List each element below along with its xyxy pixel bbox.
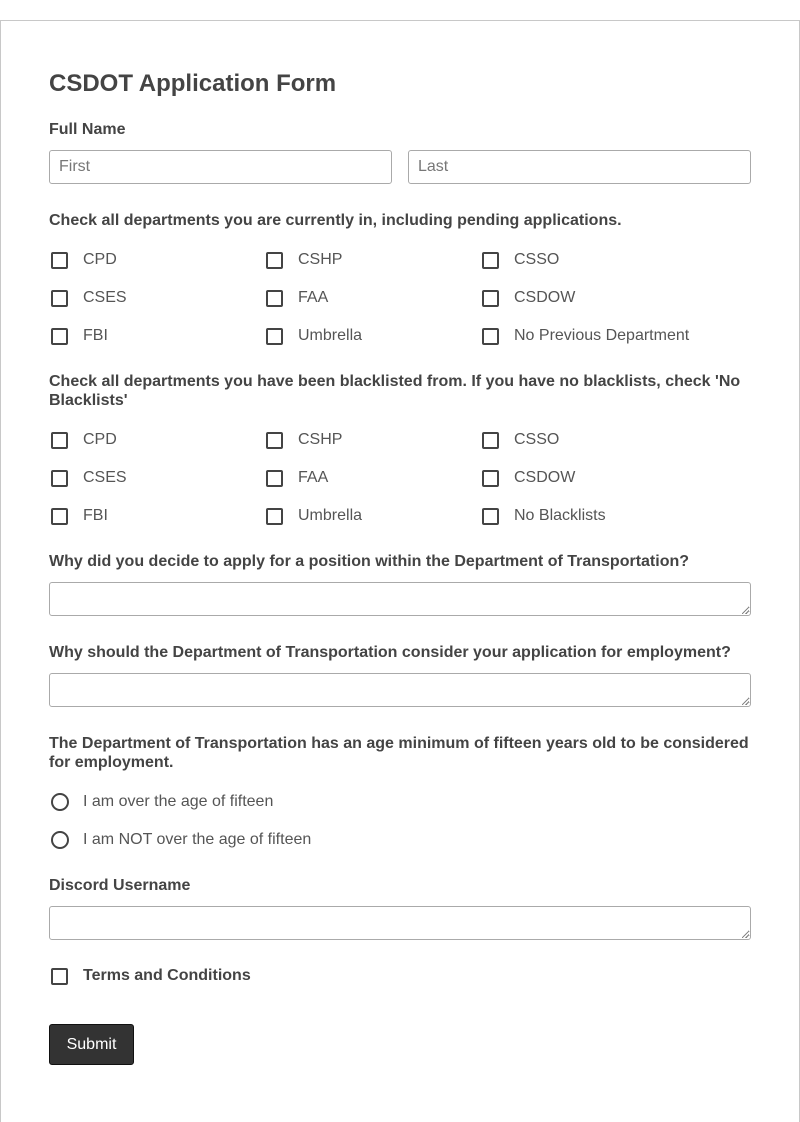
- discord-username-textarea[interactable]: [49, 906, 751, 940]
- checkbox[interactable]: [482, 508, 499, 525]
- checkbox[interactable]: [482, 290, 499, 307]
- checkbox[interactable]: [482, 432, 499, 449]
- option-label: CSSO: [514, 251, 560, 268]
- age-requirement-label: The Department of Transportation has an age minimum of fifteen years old to be considered for employment.: [49, 735, 749, 771]
- blacklist-option-cpd[interactable]: [51, 430, 117, 450]
- current-dept-option-cpd[interactable]: [51, 250, 117, 270]
- blacklist-option-faa[interactable]: [266, 468, 328, 488]
- option-label: No Previous Department: [514, 327, 690, 344]
- age-option-not-over-fifteen[interactable]: [51, 830, 311, 850]
- submit-button[interactable]: Submit: [49, 1024, 134, 1065]
- current-dept-option-csdow[interactable]: [482, 288, 575, 308]
- why-apply-field[interactable]: [49, 582, 751, 616]
- terms-label: Terms and Conditions: [83, 967, 251, 984]
- blacklist-option-cses[interactable]: [51, 468, 127, 488]
- checkbox[interactable]: [51, 290, 68, 307]
- terms-and-conditions-option[interactable]: [51, 966, 251, 986]
- option-label: No Blacklists: [514, 507, 606, 524]
- blacklist-option-csdow[interactable]: [482, 468, 575, 488]
- why-consider-field[interactable]: [49, 673, 751, 707]
- discord-username-field[interactable]: [49, 906, 751, 940]
- checkbox[interactable]: [482, 470, 499, 487]
- form-container: [0, 20, 800, 1122]
- checkbox[interactable]: [51, 328, 68, 345]
- why-consider-textarea[interactable]: [49, 673, 751, 707]
- current-dept-option-faa[interactable]: [266, 288, 328, 308]
- current-dept-option-umbrella[interactable]: [266, 326, 362, 346]
- current-dept-option-cshp[interactable]: [266, 250, 342, 270]
- checkbox[interactable]: [51, 470, 68, 487]
- checkbox[interactable]: [482, 328, 499, 345]
- age-option-over-fifteen[interactable]: [51, 792, 273, 812]
- current-dept-option-none[interactable]: [482, 326, 689, 346]
- checkbox[interactable]: [266, 470, 283, 487]
- resize-handle-icon[interactable]: [742, 931, 749, 938]
- option-label: CSES: [83, 289, 127, 306]
- checkbox[interactable]: [51, 508, 68, 525]
- option-label: CSES: [83, 469, 127, 486]
- checkbox[interactable]: [266, 508, 283, 525]
- checkbox[interactable]: [266, 432, 283, 449]
- option-label: CSHP: [298, 251, 343, 268]
- checkbox[interactable]: [51, 432, 68, 449]
- checkbox[interactable]: [266, 290, 283, 307]
- why-apply-label: Why did you decide to apply for a position within the Department of Transportation?: [49, 553, 690, 570]
- radio-button[interactable]: [51, 793, 69, 811]
- why-apply-textarea[interactable]: [49, 582, 751, 616]
- option-label: Umbrella: [298, 507, 363, 524]
- current-dept-option-fbi[interactable]: [51, 326, 108, 346]
- option-label: FAA: [298, 469, 329, 486]
- option-label: CSHP: [298, 431, 343, 448]
- option-label: CSDOW: [514, 289, 576, 306]
- option-label: CSDOW: [514, 469, 576, 486]
- radio-button[interactable]: [51, 831, 69, 849]
- option-label: CSSO: [514, 431, 560, 448]
- current-departments-label: Check all departments you are currently in, including pending applications.: [49, 212, 622, 229]
- checkbox[interactable]: [266, 328, 283, 345]
- checkbox[interactable]: [482, 252, 499, 269]
- blacklist-option-fbi[interactable]: [51, 506, 108, 526]
- option-label: CPD: [83, 251, 117, 268]
- checkbox[interactable]: [266, 252, 283, 269]
- first-name-input[interactable]: [49, 150, 392, 184]
- blacklisted-departments-label: Check all departments you have been blacklisted from. If you have no blacklists, check 'No Blacklists': [49, 373, 741, 409]
- last-name-input[interactable]: [408, 150, 751, 184]
- why-consider-label: Why should the Department of Transportation consider your application for employment?: [49, 644, 731, 661]
- blacklist-option-none[interactable]: [482, 506, 606, 526]
- option-label: FAA: [298, 289, 329, 306]
- full-name-label: Full Name: [49, 121, 126, 138]
- option-label: FBI: [83, 507, 108, 524]
- blacklist-option-csso[interactable]: [482, 430, 559, 450]
- discord-username-label: Discord Username: [49, 877, 191, 894]
- checkbox[interactable]: [51, 968, 68, 985]
- option-label: I am over the age of fifteen: [83, 793, 274, 810]
- option-label: FBI: [83, 327, 108, 344]
- option-label: I am NOT over the age of fifteen: [83, 831, 312, 848]
- checkbox[interactable]: [51, 252, 68, 269]
- option-label: CPD: [83, 431, 117, 448]
- blacklist-option-cshp[interactable]: [266, 430, 342, 450]
- resize-handle-icon[interactable]: [742, 607, 749, 614]
- current-dept-option-csso[interactable]: [482, 250, 559, 270]
- resize-handle-icon[interactable]: [742, 698, 749, 705]
- form-title: CSDOT Application Form: [49, 70, 337, 97]
- current-dept-option-cses[interactable]: [51, 288, 127, 308]
- option-label: Umbrella: [298, 327, 363, 344]
- blacklist-option-umbrella[interactable]: [266, 506, 362, 526]
